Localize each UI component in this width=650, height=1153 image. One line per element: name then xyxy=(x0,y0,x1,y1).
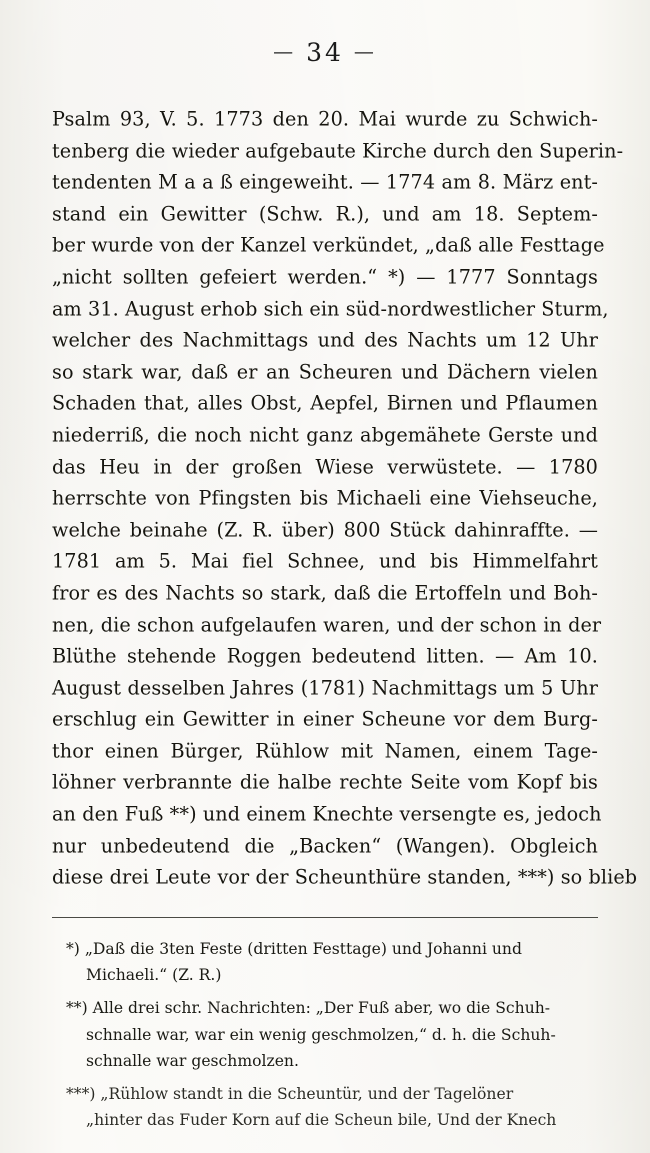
footnote-line: Michaeli.“ (Z. R.) xyxy=(86,966,222,985)
body-line: nur unbedeutend die „Backen“ (Wangen). Obgleich xyxy=(52,833,598,858)
body-line: stand ein Gewitter (Schw. R.), und am 18. Septem- xyxy=(52,201,598,226)
folio-dash-left: — xyxy=(273,39,297,63)
body-line: thor einen Bürger, Rühlow mit Namen, einem Tage- xyxy=(52,738,598,763)
body-line: ber wurde von der Kanzel verkündet, „daß alle Festtage xyxy=(52,233,605,258)
body-line: fror es des Nachts so stark, daß die Ertoffeln und Boh- xyxy=(52,581,598,605)
body-line: niederriß, die noch nicht ganz abgemähete Gerste und xyxy=(52,423,598,447)
body-line: am 31. August erhob sich ein süd-nordwestlicher Sturm, xyxy=(52,296,609,321)
body-line: August desselben Jahres (1781) Nachmittags um 5 Uhr xyxy=(52,675,598,700)
footnotes xyxy=(66,936,598,1134)
body-line: diese drei Leute vor der Scheunthüre standen, ***) so blieb xyxy=(52,865,638,890)
body-line: „nicht sollten gefeiert werden.“ *) — 1777 Sonntags xyxy=(52,265,598,289)
body-line: nen, die schon aufgelaufen waren, und der schon in der xyxy=(52,612,602,637)
body-line: das Heu in der großen Wiese verwüstete. — 1780 xyxy=(52,454,598,479)
footnote-line: „hinter das Fuder Korn auf die Scheun bile, Und der Knech xyxy=(86,1111,557,1130)
footnote-item xyxy=(66,936,598,989)
body-line: erschlug ein Gewitter in einer Scheune vor dem Burg- xyxy=(52,707,598,732)
footnote-item xyxy=(66,995,598,1075)
body-line: tenberg die wieder aufgebaute Kirche durch den Superin- xyxy=(52,138,624,163)
body-line: Blüthe stehende Roggen bedeutend litten. — Am 10. xyxy=(52,644,598,668)
page-number xyxy=(0,0,650,67)
body-line: 1781 am 5. Mai fiel Schnee, und bis Himmelfahrt xyxy=(52,549,598,574)
body-line: welche beinahe (Z. R. über) 800 Stück dahinraffte. — xyxy=(52,517,598,542)
folio-number: 34 xyxy=(306,38,344,67)
footnote-line: schnalle war, war ein wenig geschmolzen,“ d. h. die Schuh- xyxy=(86,1025,556,1044)
folio-dash-right: — xyxy=(353,39,377,63)
body-line: herrschte von Pfingsten bis Michaeli eine Viehseuche, xyxy=(52,486,598,510)
body-line: welcher des Nachmittags und des Nachts um 12 Uhr xyxy=(52,328,598,352)
footnote-line: **) Alle drei schr. Nachrichten: „Der Fuß aber, wo die Schuh- xyxy=(66,999,551,1018)
footnote-item xyxy=(66,1081,598,1134)
footnote-divider xyxy=(52,917,598,918)
body-line: an den Fuß **) und einem Knechte versengte es, jedoch xyxy=(52,802,602,826)
body-text xyxy=(52,103,638,893)
body-line: tendenten M a a ß eingeweiht. — 1774 am 8. März ent- xyxy=(52,170,598,194)
footnote-line: ***) „Rühlow standt in die Scheuntür, und der Tagelöner xyxy=(66,1084,514,1103)
body-line: so stark war, daß er an Scheuren und Dächern vielen xyxy=(52,359,598,384)
footnote-line: schnalle war geschmolzen. xyxy=(86,1052,299,1071)
body-line: löhner verbrannte die halbe rechte Seite vom Kopf bis xyxy=(52,770,598,795)
body-line: Psalm 93, V. 5. 1773 den 20. Mai wurde zu Schwich- xyxy=(52,107,598,131)
body-line: Schaden that, alles Obst, Aepfel, Birnen und Pflaumen xyxy=(52,391,598,416)
footnote-line: *) „Daß die 3ten Feste (dritten Festtage) und Johanni und xyxy=(66,939,522,958)
